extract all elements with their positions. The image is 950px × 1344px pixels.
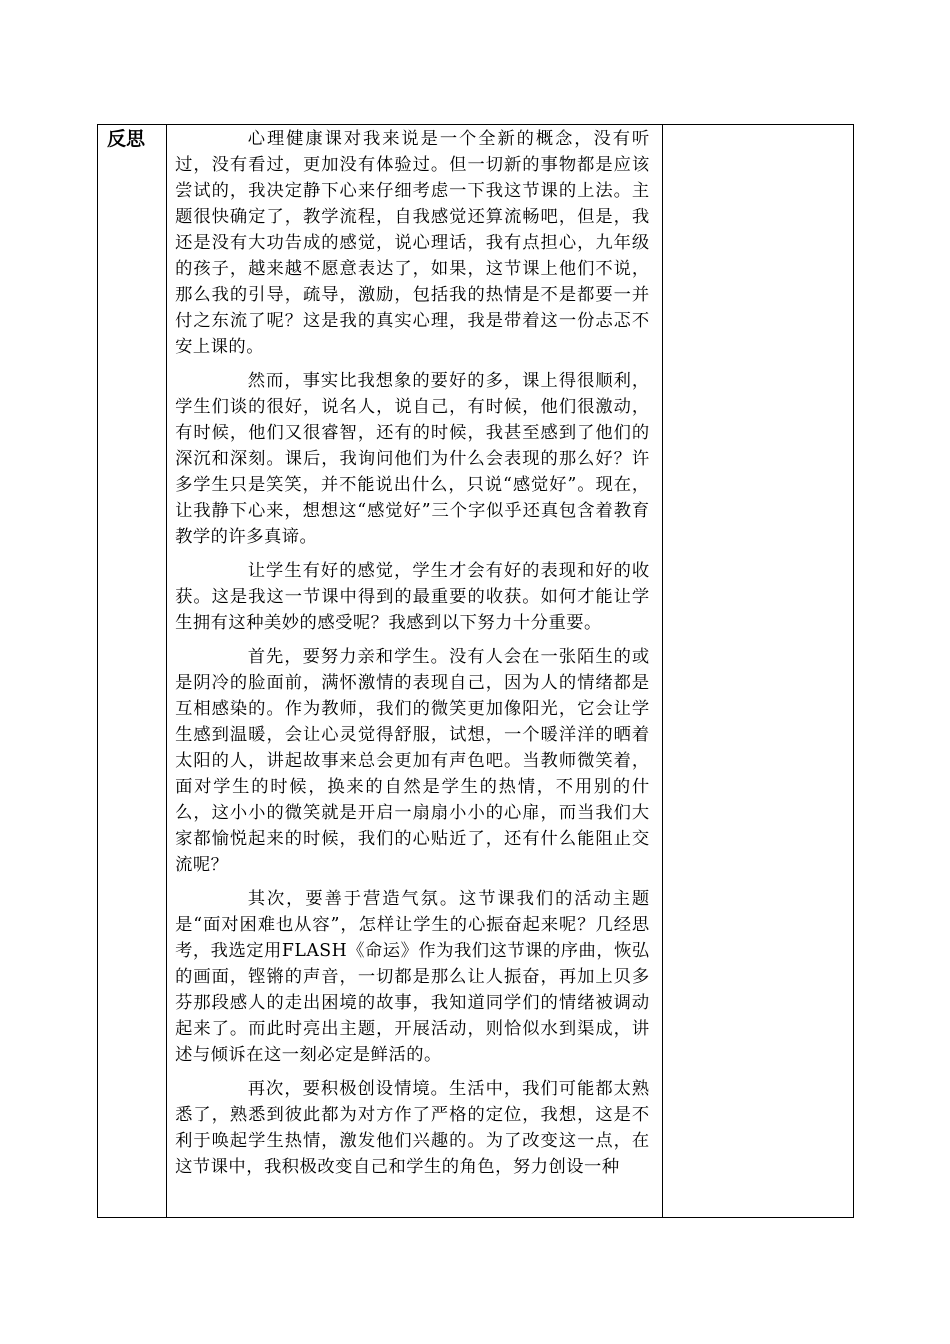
label-cell [98, 125, 167, 1218]
reflection-paragraph: 首先，要努力亲和学生。没有人会在一张陌生的或是阴冷的脸面前，满怀激情的表现自己，因为人的情绪都是互相感染的。作为教师，我们的微笑更加像阳光，它会让学生感到温暖，会让心灵觉得舒服，试想，一个暖洋洋的晒着太阳的人，讲起故事来总会更加有声色吧。当教师微笑着，面对学生的时候，换来的自然是学生的热情，不用别的什么，这小小的微笑就是开启一扇扇小小的心扉，而当我们大家都愉悦起来的时候，我们的心贴近了，还有什么能阻止交流呢？ [175, 647, 650, 875]
reflection-label: 反思 [107, 128, 146, 150]
reflection-paragraph: 让学生有好的感觉，学生才会有好的表现和好的收获。这是我这一节课中得到的最重要的收获。如何才能让学生拥有这种美妙的感受呢？我感到以下努力十分重要。 [175, 561, 650, 633]
reflection-paragraph: 心理健康课对我来说是一个全新的概念，没有听过，没有看过，更加没有体验过。但一切新的事物都是应该尝试的，我决定静下心来仔细考虑一下我这节课的上法。主题很快确定了，教学流程，自我感觉还算流畅吧，但是，我还是没有大功告成的感觉，说心理话，我有点担心，九年级的孩子，越来越不愿意表达了，如果，这节课上他们不说，那么我的引导，疏导，激励，包括我的热情是不是都要一并付之东流了呢？这是我的真实心理，我是带着这一份忐忑不安上课的。 [175, 129, 650, 357]
reflection-content-cell [167, 125, 663, 1218]
reflection-row [98, 125, 854, 1218]
empty-cell [662, 125, 853, 1218]
reflection-paragraph: 其次，要善于营造气氛。这节课我们的活动主题是“面对困难也从容”，怎样让学生的心振奋起来呢？几经思考，我选定用FLASH《命运》作为我们这节课的序曲，恢弘的画面，铿锵的声音，一切都是那么让人振奋，再加上贝多芬那段感人的走出困境的故事，我知道同学们的情绪被调动起来了。而此时亮出主题，开展活动，则恰似水到渠成，讲述与倾诉在这一刻必定是鲜活的。 [175, 889, 650, 1065]
reflection-paragraph: 再次，要积极创设情境。生活中，我们可能都太熟悉了，熟悉到彼此都为对方作了严格的定位，我想，这是不利于唤起学生热情，激发他们兴趣的。为了改变这一点，在这节课中，我积极改变自己和学生的角色，努力创设一种 [175, 1079, 650, 1177]
reflection-table [97, 124, 854, 1218]
reflection-paragraph: 然而，事实比我想象的要好的多，课上得很顺利，学生们谈的很好，说名人，说自己，有时候，他们很激动，有时候，他们又很睿智，还有的时候，我甚至感到了他们的深沉和深刻。课后，我询问他们为什么会表现的那么好？许多学生只是笑笑，并不能说出什么，只说“感觉好”。现在，让我静下心来，想想这“感觉好”三个字似乎还真包含着教育教学的许多真谛。 [175, 371, 650, 547]
